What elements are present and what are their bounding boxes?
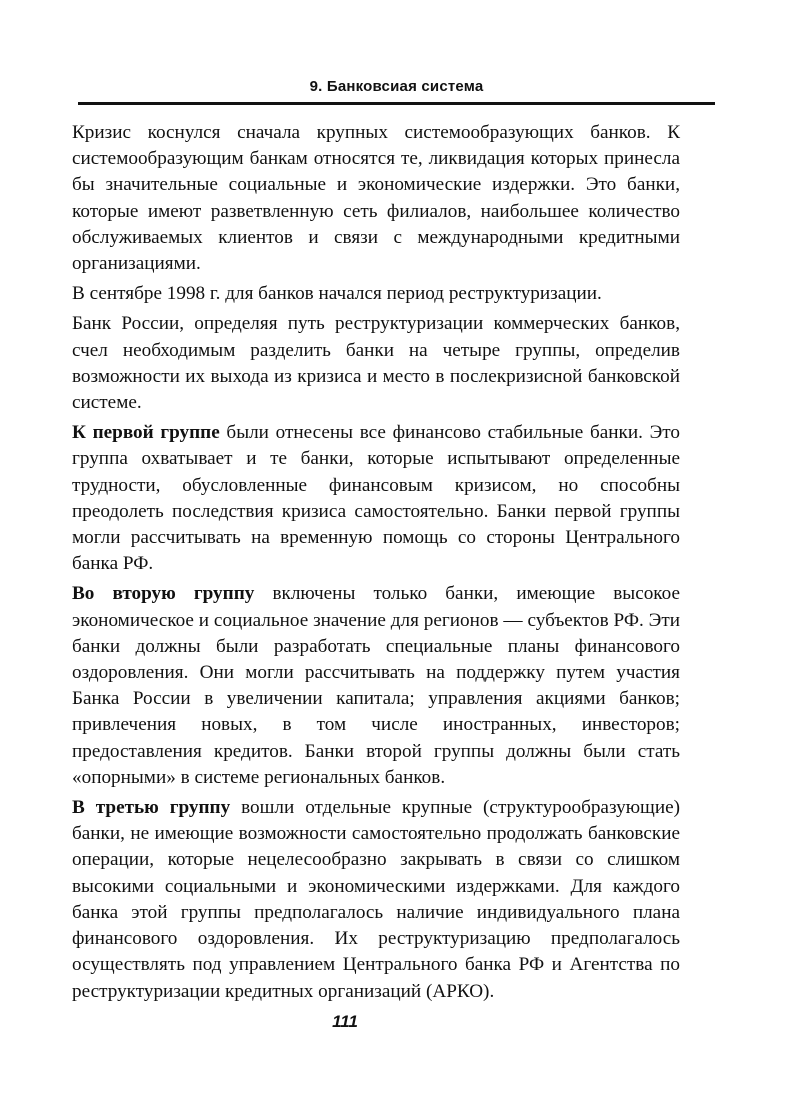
paragraph-text: включены только банки, имеющие высокое экономическое и социальное значение для регионов — субъектов РФ. Эти банки должны были разработать специальные планы финансового оздоровления. Они могли рассчитывать на поддержку путем участия Банка России в увеличении капитала; управления акциями банков; привлечения новых, в том числе иностранных, инвесторов; предоставления кредитов. Банки второй группы должны были стать «опорными» в системе региональных банков. — [72, 583, 680, 788]
paragraph-text: Банк России, определяя путь реструктуризации коммерческих банков, счел необходимым разделить банки на четыре группы, определив возможности их выхода из кризиса и место в послекризисной банковской системе. — [72, 313, 680, 414]
header-rule — [78, 102, 715, 105]
paragraph-lead: К первой группе — [72, 422, 220, 444]
paragraph-lead: В третью группу — [72, 797, 231, 819]
paragraph-third-group — [72, 795, 680, 1005]
paragraph-text: Кризис коснулся сначала крупных системообразующих банков. К системообразующим банкам относятся те, ликвидация которых принесла бы значительные социальные и экономические издержки. Это банки, которые имеют разветвленную сеть филиалов, наибольшее количество обслуживаемых клиентов и связи с международными кредитными организациями. — [72, 122, 680, 275]
running-header: 9. Банковсиая система — [309, 78, 484, 95]
paragraph-text: были отнесены все финансово стабильные банки. Это группа охватывает и те банки, которые испытывают определенные трудности, обусловленные финансовым кризисом, но способны преодолеть последствия кризиса самостоятельно. Банки первой группы могли рассчитывать на временную помощь со стороны Центрального банка РФ. — [72, 422, 681, 575]
paragraph-restructuring-start — [72, 281, 680, 307]
body-text — [72, 120, 680, 1009]
page-number: 111 — [332, 1012, 358, 1031]
paragraph-first-group — [72, 420, 680, 577]
paragraph-second-group — [72, 581, 680, 791]
paragraph-text: вошли отдельные крупные (структурообразующие) банки, не имеющие возможности самостоятельно продолжать банковские операции, которые нецелесообразно закрывать в связи со слишком высокими социальными и экономическими издержками. Для каждого банка этой группы предполагалось наличие индивидуального плана финансового оздоровления. Их реструктуризацию предполагалось осуществлять под управлением Центрального банка РФ и Агентства по реструктуризации кредитных организаций (АРКО). — [72, 797, 680, 1002]
paragraph-text: В сентябре 1998 г. для банков начался период реструктуризации. — [72, 283, 602, 305]
paragraph-bank-of-russia — [72, 311, 680, 416]
paragraph-crisis — [72, 120, 680, 277]
paragraph-lead: Во вторую группу — [72, 583, 255, 605]
